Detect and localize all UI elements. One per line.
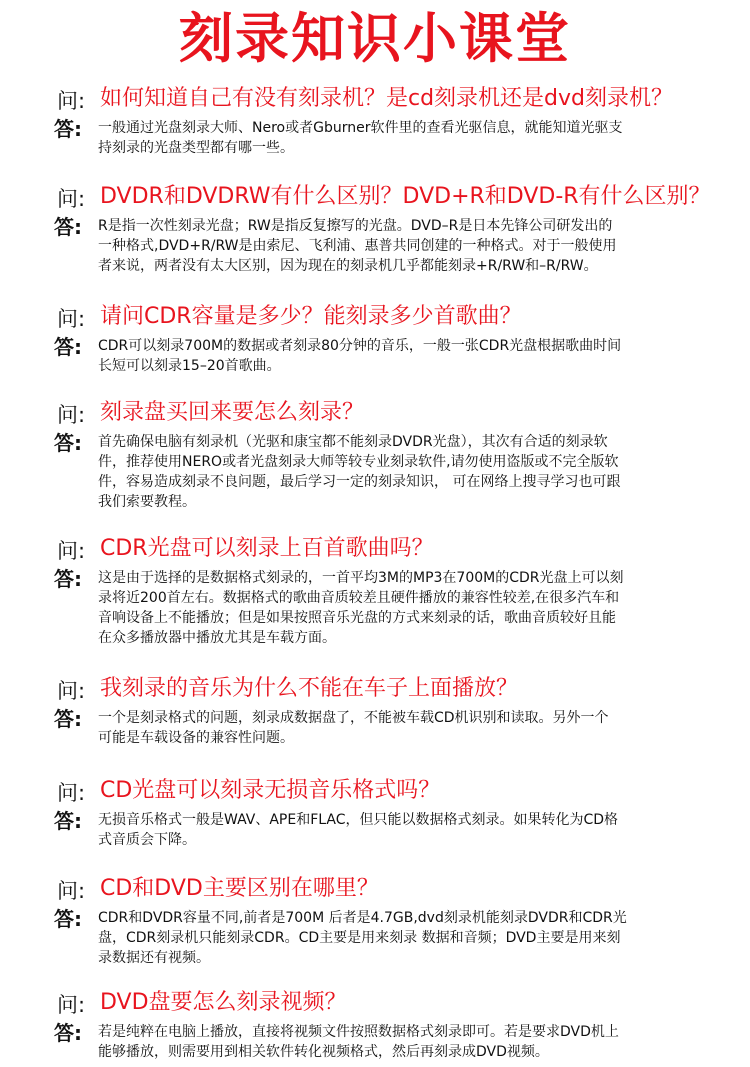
answer-line: 首先确保电脑有刻录机（光驱和康宝都不能刻录DVDR光盘），其次有合适的刻录软 [98,434,608,450]
answer-line: 持刻录的光盘类型都有哪一些。 [98,140,294,156]
answer-text [98,908,698,968]
qa-item [0,398,750,512]
question-text: 请问CDR容量是多少？能刻录多少首歌曲？ [100,304,522,329]
answer-line: 件，容易造成刻录不良问题，最后学习一定的刻录知识， 可在网络上搜寻学习也可跟 [98,474,621,490]
answer-line: 长短可以刻录15–20首歌曲。 [98,358,281,374]
answer-row [0,1022,750,1062]
question-text: CD光盘可以刻录无损音乐格式吗？ [100,778,441,803]
answer-label: 答: [54,567,82,591]
answer-label: 答: [54,707,82,731]
qa-item [0,84,750,158]
answer-label: 答: [54,431,82,455]
answer-text [98,708,698,748]
question-text: DVD盘要怎么刻录视频？ [100,990,347,1015]
qa-item [0,534,750,648]
question-text: CDR光盘可以刻录上百首歌曲吗？ [100,536,434,561]
qa-item [0,674,750,748]
question-label: 问: [57,89,86,113]
answer-line: R是指一次性刻录光盘；RW是指反复擦写的光盘。DVD–R是日本先锋公司研发出的 [98,218,613,234]
question-label: 问: [57,539,86,563]
question-row [0,988,750,1022]
answer-row [0,568,750,648]
question-text: 刻录盘买回来要怎么刻录？ [100,400,365,425]
answer-row [0,708,750,748]
answer-line: 能够播放，则需要用到相关软件转化视频格式，然后再刻录成DVD视频。 [98,1044,549,1060]
answer-line: 无损音乐格式一般是WAV、APE和FLAC，但只能以数据格式刻录。如果转化为CD格 [98,812,619,828]
answer-label: 答: [54,1021,82,1045]
question-row [0,398,750,432]
answer-line: 一种格式,DVD+R/RW是由索尼、飞利浦、惠普共同创建的一种格式。对于一般使用 [98,238,617,254]
question-row [0,674,750,708]
question-text: 我刻录的音乐为什么不能在车子上面播放？ [100,676,519,701]
answer-line: CDR和DVDR容量不同,前者是700M 后者是4.7GB,dvd刻录机能刻录DVDR和CDR光 [98,910,627,926]
answer-line: CDR可以刻录700M的数据或者刻录80分钟的音乐，一般一张CDR光盘根据歌曲时间 [98,338,622,354]
answer-text [98,810,698,850]
qa-item [0,302,750,376]
answer-line: 我们索要教程。 [98,494,196,510]
answer-text [98,568,698,648]
qa-item [0,988,750,1062]
answer-label: 答: [54,809,82,833]
question-row [0,302,750,336]
answer-label: 答: [54,117,82,141]
question-row [0,776,750,810]
answer-line: 录数据还有视频。 [98,950,210,966]
answer-row [0,810,750,850]
question-label: 问: [57,679,86,703]
question-text: DVDR和DVDRW有什么区别？DVD+R和DVD-R有什么区别？ [100,184,711,209]
answer-line: 件，推荐使用NERO或者光盘刻录大师等较专业刻录软件,请勿使用盗版或不完全版软 [98,454,619,470]
qa-item [0,182,750,276]
answer-row [0,908,750,968]
question-label: 问: [57,879,86,903]
answer-text [98,216,698,276]
qa-item [0,776,750,850]
answer-label: 答: [54,907,82,931]
answer-row [0,118,750,158]
question-row [0,534,750,568]
question-label: 问: [57,187,86,211]
answer-text [98,432,698,512]
answer-line: 者来说，两者没有太大区别，因为现在的刻录机几乎都能刻录+R/RW和–R/RW。 [98,258,598,274]
answer-text [98,118,698,158]
question-row [0,84,750,118]
answer-line: 若是纯粹在电脑上播放，直接将视频文件按照数据格式刻录即可。若是要求DVD机上 [98,1024,619,1040]
question-text: CD和DVD主要区别在哪里？ [100,876,379,901]
page-title: 刻录知识小课堂 [179,7,571,70]
answer-label: 答: [54,335,82,359]
question-label: 问: [57,993,86,1017]
answer-text [98,336,698,376]
answer-row [0,216,750,276]
answer-line: 在众多播放器中播放尤其是车载方面。 [98,630,336,646]
question-label: 问: [57,403,86,427]
answer-row [0,432,750,512]
answer-line: 音响设备上不能播放；但是如果按照音乐光盘的方式来刻录的话，歌曲音质较好且能 [98,610,616,626]
question-row [0,182,750,216]
question-text: 如何知道自己有没有刻录机？是cd刻录机还是dvd刻录机？ [100,86,674,111]
answer-line: 一个是刻录格式的问题，刻录成数据盘了，不能被车载CD机识别和读取。另外一个 [98,710,609,726]
question-label: 问: [57,781,86,805]
answer-line: 式音质会下降。 [98,832,196,848]
qa-item [0,874,750,968]
question-label: 问: [57,307,86,331]
answer-row [0,336,750,376]
answer-line: 这是由于选择的是数据格式刻录的，一首平均3M的MP3在700M的CDR光盘上可以刻 [98,570,624,586]
answer-line: 盘，CDR刻录机只能刻录CDR。CD主要是用来刻录 数据和音频；DVD主要是用来刻 [98,930,621,946]
question-row [0,874,750,908]
answer-line: 录将近200首左右。数据格式的歌曲音质较差且硬件播放的兼容性较差,在很多汽车和 [98,590,620,606]
answer-line: 一般通过光盘刻录大师、Nero或者Gburner软件里的查看光驱信息，就能知道光驱支 [98,120,623,136]
answer-label: 答: [54,215,82,239]
answer-text [98,1022,698,1062]
answer-line: 可能是车载设备的兼容性问题。 [98,730,294,746]
